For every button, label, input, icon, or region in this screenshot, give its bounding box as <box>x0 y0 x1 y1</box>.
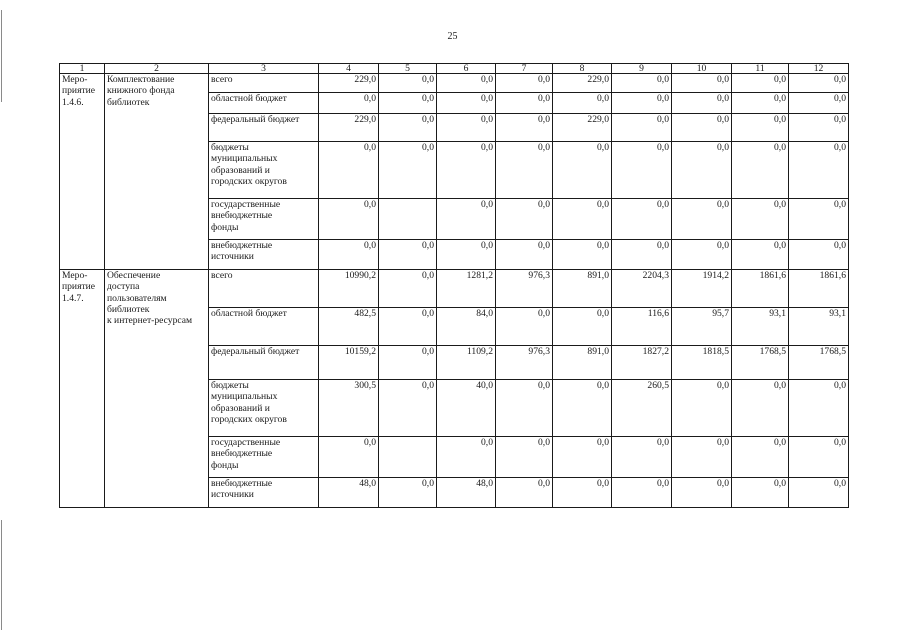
activity-name <box>105 74 209 270</box>
funding-source <box>209 114 319 142</box>
funding-source-line: фонды <box>211 221 239 233</box>
amount-cell: 891,0 <box>553 270 612 308</box>
amount-cell: 229,0 <box>553 74 612 93</box>
funding-source-line: внебюджетные <box>211 210 273 222</box>
amount-cell: 0,0 <box>496 114 553 142</box>
funding-source-line: всего <box>211 74 233 85</box>
funding-source <box>209 240 319 270</box>
amount-cell: 0,0 <box>789 380 849 437</box>
funding-source-line: городских округов <box>211 413 287 425</box>
amount-cell: 0,0 <box>672 437 732 478</box>
activity-id-line: Меро- <box>62 74 88 85</box>
amount-cell: 0,0 <box>672 199 732 240</box>
amount-cell: 0,0 <box>789 114 849 142</box>
funding-source-line: образований и <box>211 402 270 414</box>
funding-source <box>209 142 319 199</box>
amount-cell: 1861,6 <box>789 270 849 308</box>
amount-cell: 0,0 <box>672 380 732 437</box>
funding-source <box>209 308 319 346</box>
funding-source-line: источники <box>211 251 254 263</box>
funding-source-line: государственные <box>211 437 281 448</box>
amount-cell: 48,0 <box>437 478 496 508</box>
funding-source-line: областной бюджет <box>211 308 287 319</box>
amount-cell: 976,3 <box>496 346 553 380</box>
funding-source-line: внебюджетные <box>211 240 273 251</box>
funding-source <box>209 74 319 93</box>
amount-cell: 482,5 <box>319 308 379 346</box>
amount-cell: 0,0 <box>496 308 553 346</box>
amount-cell: 0,0 <box>319 437 379 478</box>
column-header-4: 4 <box>319 64 379 74</box>
column-header-2: 2 <box>105 64 209 74</box>
activity-name-line: доступа <box>107 281 140 293</box>
amount-cell: 0,0 <box>553 478 612 508</box>
column-header-5: 5 <box>379 64 437 74</box>
scan-edge-mark <box>1 520 2 630</box>
amount-cell: 0,0 <box>379 346 437 380</box>
funding-source-line: федеральный бюджет <box>211 346 300 357</box>
amount-cell: 93,1 <box>732 308 789 346</box>
amount-cell: 0,0 <box>379 74 437 93</box>
amount-cell: 0,0 <box>319 93 379 114</box>
column-header-12: 12 <box>789 64 849 74</box>
amount-cell: 0,0 <box>672 93 732 114</box>
amount-cell: 891,0 <box>553 346 612 380</box>
amount-cell: 1861,6 <box>732 270 789 308</box>
column-header-8: 8 <box>553 64 612 74</box>
amount-cell: 0,0 <box>672 74 732 93</box>
funding-source-line: муниципальных <box>211 153 278 165</box>
amount-cell: 1818,5 <box>672 346 732 380</box>
activity-id-line: Меро- <box>62 270 88 281</box>
funding-source-line: муниципальных <box>211 391 278 403</box>
scan-edge-mark <box>1 10 2 102</box>
amount-cell: 0,0 <box>789 74 849 93</box>
amount-cell: 0,0 <box>672 114 732 142</box>
amount-cell: 48,0 <box>319 478 379 508</box>
amount-cell: 0,0 <box>496 199 553 240</box>
amount-cell: 229,0 <box>319 74 379 93</box>
amount-cell: 0,0 <box>437 93 496 114</box>
amount-cell: 0,0 <box>319 199 379 240</box>
amount-cell: 0,0 <box>732 114 789 142</box>
amount-cell: 0,0 <box>732 240 789 270</box>
amount-cell: 0,0 <box>437 114 496 142</box>
funding-source-line: областной бюджет <box>211 93 287 104</box>
amount-cell: 0,0 <box>496 240 553 270</box>
amount-cell: 2204,3 <box>612 270 672 308</box>
funding-source-line: образований и <box>211 164 270 176</box>
activity-name-line: Комплектование <box>107 74 175 85</box>
amount-cell: 0,0 <box>612 240 672 270</box>
amount-cell: 229,0 <box>553 114 612 142</box>
amount-cell: 0,0 <box>789 199 849 240</box>
amount-cell: 0,0 <box>496 380 553 437</box>
amount-cell: 0,0 <box>612 199 672 240</box>
amount-cell: 0,0 <box>732 142 789 199</box>
column-header-10: 10 <box>672 64 732 74</box>
activity-id-line: 1.4.7. <box>62 292 84 304</box>
amount-cell: 0,0 <box>553 437 612 478</box>
amount-cell: 0,0 <box>379 240 437 270</box>
amount-cell: 0,0 <box>732 380 789 437</box>
amount-cell: 0,0 <box>319 142 379 199</box>
amount-cell: 0,0 <box>496 437 553 478</box>
funding-source <box>209 346 319 380</box>
amount-cell: 0,0 <box>437 240 496 270</box>
activity-id-line: 1.4.6. <box>62 96 84 108</box>
amount-cell: 976,3 <box>496 270 553 308</box>
page-number: 25 <box>447 31 458 42</box>
amount-cell: 0,0 <box>789 142 849 199</box>
amount-cell: 0,0 <box>379 308 437 346</box>
activity-id-line: приятие <box>62 281 96 293</box>
amount-cell: 0,0 <box>553 142 612 199</box>
amount-cell: 0,0 <box>553 93 612 114</box>
activity-name-line: пользователям <box>107 292 167 304</box>
funding-source <box>209 199 319 240</box>
amount-cell: 0,0 <box>437 74 496 93</box>
column-header-11: 11 <box>732 64 789 74</box>
amount-cell: 40,0 <box>437 380 496 437</box>
amount-cell: 0,0 <box>789 93 849 114</box>
amount-cell: 0,0 <box>379 142 437 199</box>
budget-table <box>59 63 849 508</box>
table-row <box>60 74 849 93</box>
amount-cell: 1914,2 <box>672 270 732 308</box>
amount-cell: 0,0 <box>789 240 849 270</box>
funding-source <box>209 93 319 114</box>
column-header-row <box>60 64 849 74</box>
amount-cell: 0,0 <box>379 478 437 508</box>
amount-cell: 1768,5 <box>789 346 849 380</box>
amount-cell: 0,0 <box>612 114 672 142</box>
activity-id <box>60 270 105 508</box>
amount-cell: 0,0 <box>437 142 496 199</box>
column-header-6: 6 <box>437 64 496 74</box>
column-header-1: 1 <box>60 64 105 74</box>
funding-source <box>209 478 319 508</box>
activity-name-line: к интернет-ресурсам <box>107 315 193 327</box>
amount-cell: 0,0 <box>789 478 849 508</box>
funding-source-line: внебюджетные <box>211 478 273 489</box>
amount-cell: 0,0 <box>496 93 553 114</box>
amount-cell: 0,0 <box>553 240 612 270</box>
column-header-7: 7 <box>496 64 553 74</box>
amount-cell: 0,0 <box>496 478 553 508</box>
amount-cell: 300,5 <box>319 380 379 437</box>
amount-cell: 0,0 <box>732 478 789 508</box>
funding-source-line: государственные <box>211 199 281 210</box>
amount-cell: 0,0 <box>553 308 612 346</box>
funding-source-line: федеральный бюджет <box>211 114 300 125</box>
amount-cell: 0,0 <box>379 270 437 308</box>
table-row <box>60 270 849 308</box>
funding-source <box>209 270 319 308</box>
amount-cell: 0,0 <box>612 478 672 508</box>
amount-cell: 1281,2 <box>437 270 496 308</box>
amount-cell: 0,0 <box>496 142 553 199</box>
amount-cell: 0,0 <box>672 142 732 199</box>
amount-cell: 0,0 <box>672 478 732 508</box>
amount-cell: 93,1 <box>789 308 849 346</box>
funding-source-line: бюджеты <box>211 142 249 153</box>
amount-cell: 0,0 <box>732 74 789 93</box>
amount-cell: 0,0 <box>612 142 672 199</box>
amount-cell: 1109,2 <box>437 346 496 380</box>
amount-cell: 0,0 <box>732 437 789 478</box>
funding-source-line: всего <box>211 270 233 281</box>
amount-cell: 0,0 <box>672 240 732 270</box>
amount-cell: 0,0 <box>437 199 496 240</box>
amount-cell: 0,0 <box>612 74 672 93</box>
activity-name-line: библиотек <box>107 96 150 108</box>
activity-name-line: библиотек <box>107 303 150 315</box>
column-header-3: 3 <box>209 64 319 74</box>
amount-cell: 0,0 <box>612 437 672 478</box>
activity-name <box>105 270 209 508</box>
amount-cell: 10159,2 <box>319 346 379 380</box>
amount-cell: 1768,5 <box>732 346 789 380</box>
amount-cell: 1827,2 <box>612 346 672 380</box>
amount-cell: 0,0 <box>789 437 849 478</box>
column-header-9: 9 <box>612 64 672 74</box>
amount-cell: 0,0 <box>379 380 437 437</box>
activity-name-line: Обеспечение <box>107 270 161 281</box>
amount-cell: 95,7 <box>672 308 732 346</box>
amount-cell: 0,0 <box>553 199 612 240</box>
amount-cell: 0,0 <box>496 74 553 93</box>
amount-cell <box>379 199 437 240</box>
amount-cell: 0,0 <box>319 240 379 270</box>
funding-source-line: источники <box>211 489 254 501</box>
funding-source <box>209 380 319 437</box>
funding-source-line: внебюджетные <box>211 448 273 460</box>
funding-source-line: фонды <box>211 459 239 471</box>
amount-cell: 10990,2 <box>319 270 379 308</box>
amount-cell: 0,0 <box>379 93 437 114</box>
amount-cell: 0,0 <box>612 93 672 114</box>
activity-name-line: книжного фонда <box>107 85 175 97</box>
activity-id-line: приятие <box>62 85 96 97</box>
amount-cell: 260,5 <box>612 380 672 437</box>
amount-cell: 0,0 <box>732 199 789 240</box>
amount-cell: 0,0 <box>553 380 612 437</box>
amount-cell: 84,0 <box>437 308 496 346</box>
amount-cell: 0,0 <box>379 114 437 142</box>
funding-source-line: городских округов <box>211 175 287 187</box>
amount-cell: 0,0 <box>732 93 789 114</box>
amount-cell: 0,0 <box>437 437 496 478</box>
amount-cell <box>379 437 437 478</box>
amount-cell: 116,6 <box>612 308 672 346</box>
funding-source <box>209 437 319 478</box>
activity-id <box>60 74 105 270</box>
amount-cell: 229,0 <box>319 114 379 142</box>
funding-source-line: бюджеты <box>211 380 249 391</box>
